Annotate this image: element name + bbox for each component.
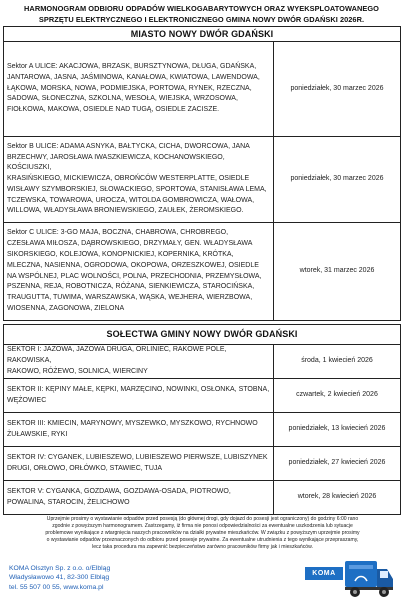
city-schedule-table — [3, 26, 401, 321]
sector-villages — [4, 413, 274, 447]
sector-villages — [4, 481, 274, 515]
villages-section-title: SOŁECTWA GMINY NOWY DWÓR GDAŃSKI — [4, 325, 401, 345]
city-section-title: MIASTO NOWY DWÓR GDAŃSKI — [4, 27, 401, 42]
streets-line: MLECZNA, NASIENNA, OGRODOWA, OKOPOWA, ORZESZKOWEJ, OSIEDLE — [7, 261, 259, 269]
pickup-date: czwartek, 2 kwiecień 2026 — [274, 379, 401, 413]
streets-line: Sektor C ULICE: 3-GO MAJA, BOCZNA, CHABROWA, CHROBREGO, — [7, 229, 229, 237]
notice-line: lecz taka procedura ma zapewnić bezpieczeństwo zarówno pracowników firmy jak i mieszkańców. — [92, 543, 313, 550]
company-info — [9, 564, 110, 592]
table-row — [4, 137, 401, 223]
streets-line: BRZECHWY, JAROSŁAWA IWASZKIEWICZA, KOCHANOWSKIEGO, KOŚCIUSZKI, — [7, 153, 225, 172]
sector-villages — [4, 447, 274, 481]
streets-line: WISŁAWY SZYMBORSKIEJ, SŁOWACKIEGO, SPORTOWA, STANISŁAWA LEMA, — [7, 185, 267, 193]
sector-villages — [4, 345, 274, 379]
notice-line: Uprzejmie prosimy o wystawianie odpadów przed posesją (do głównej drogi, gdy dojazd do posesji jest ograniczony) do godziny 6:00 rano — [46, 516, 359, 522]
villages-line: POWALINA, STAROCIN, ŻELICHOWO — [7, 498, 130, 506]
pickup-date: środa, 1 kwiecień 2026 — [274, 345, 401, 379]
streets-line: Sektor A ULICE: AKACJOWA, BRZASK, BURSZTYNOWA, DŁUGA, GDAŃSKA, — [7, 63, 257, 70]
streets-line: KRASIŃSKIEGO, MICKIEWICZA, OBROŃCÓW WESTERPLATTE, OSIEDLE — [7, 175, 250, 183]
sector-streets — [4, 42, 274, 137]
streets-line: Sektor B ULICE: ADAMA ASNYKA, BAŁTYCKA, CICHA, DWORCOWA, JANA — [7, 142, 250, 150]
streets-line: TRAUGUTTA, TUWIMA, WARSZAWSKA, WĄSKA, WEJHERA, WIERZBOWA, — [7, 294, 253, 302]
company-contact: tel. 55 507 00 55, www.koma.pl — [9, 583, 104, 591]
streets-line: JANTAROWA, JASNA, JAŚMINOWA, KANAŁOWA, KWIATOWA, LAWENDOWA, — [7, 73, 260, 81]
streets-line: CZESŁAWA MIŁOSZA, DĄBROWSKIEGO, DRZYMAŁY, GEN. WŁADYSŁAWA — [7, 240, 253, 248]
streets-line: WIOSENNA, ZAGONOWA, ZIELONA — [7, 304, 125, 312]
pickup-date: poniedziałek, 27 kwiecień 2026 — [274, 447, 401, 481]
pickup-date: poniedziałek, 30 marzec 2026 — [274, 137, 401, 223]
table-row — [4, 223, 401, 321]
villages-line: SEKTOR V: CYGANKA, GOZDAWA, GOZDAWA-OSADA, PIOTROWO, — [7, 487, 231, 495]
notice-line: zgodnie z powyższym harmonogramem. Zastrzegamy, iż firma nie ponosi odpowiedzialności za ewentualne uszkodzenia lub sytuacje — [52, 522, 353, 529]
header-line-1: HARMONOGRAM ODBIORU ODPADÓW WIELKOGABARYTOWYCH ORAZ WYEKSPLOATOWANEGO — [24, 4, 379, 13]
company-address: Władysławowo 41, 82-300 Elbląg — [9, 574, 110, 582]
streets-line: PSZENNA, REJA, ROBOTNICZA, RÓŻANA, SIENKIEWICZA, STAROCIŃSKA, — [7, 283, 255, 291]
villages-schedule-table — [3, 324, 401, 515]
table-row — [4, 379, 401, 413]
table-row — [4, 42, 401, 137]
notice-line: o wystawianie odpadów przeznaczonych do odbioru przed posesje prywatne. Za ewentualne utrudnienia z tego wynikające przepraszamy, — [46, 536, 359, 543]
collection-notice — [10, 516, 395, 551]
schedule-header — [8, 4, 395, 25]
streets-line: ŁĄKOWA, MORSKA, NOWA, PODMIEJSKA, PORTOWA, RYNEK, RZECZNA, — [7, 84, 252, 92]
sector-villages — [4, 379, 274, 413]
table-row — [4, 481, 401, 515]
streets-line: WILLOWA, WŁADYSŁAWA BRONIEWSKIEGO, ZAUŁEK, ŻEROMSKIEGO. — [7, 207, 244, 215]
garbage-truck-icon — [343, 557, 395, 599]
villages-line: RAKOWO, RÓŻEWO, SOLNICA, WIERCINY — [7, 367, 148, 375]
header-line-2: SPRZĘTU ELEKTRYCZNEGO I ELEKTRONICZNEGO GMINA NOWY DWÓR GDAŃSKI 2026R. — [38, 14, 365, 24]
footer — [0, 555, 403, 600]
pickup-date: poniedziałek, 30 marzec 2026 — [274, 42, 401, 137]
villages-line: SEKTOR III: KMIECIN, MARYNOWY, MYSZEWKO, MYSZKOWO, RYCHNOWO — [7, 419, 258, 427]
table-row — [4, 413, 401, 447]
sector-streets — [4, 137, 274, 223]
villages-line: ŻUŁAWSKIE, RYKI — [7, 430, 68, 438]
koma-logo: KOMA — [305, 567, 343, 580]
streets-line: TCZEWSKA, TOWAROWA, UROCZA, WITOLDA GOMBROWICZA, WAŁOWA, — [7, 196, 255, 204]
table-row — [4, 345, 401, 379]
notice-line: problemowe wynikające z wtargnięcia naszych pracowników na działki prywatne mieszkańców. W związku z powyższym uprzejmie prosimy — [45, 529, 360, 536]
streets-line: SADOWA, SŁONECZNA, SZKOLNA, WESOŁA, WIEJSKA, WRZOSOWA, — [7, 95, 238, 103]
sector-streets — [4, 223, 274, 321]
villages-line: DRUGI, ORŁOWO, ORŁÓWKO, STAWIEC, TUJA — [7, 464, 163, 472]
streets-line: NA WSPÓLNEJ, PLAC WOLNOŚCI, POLNA, PRZECHODNIA, PRZEMYSŁOWA, — [7, 272, 262, 280]
company-name: KOMA Olsztyn Sp. z o.o. o/Elbląg — [9, 565, 111, 572]
villages-line: WĘŻOWIEC — [7, 396, 47, 404]
villages-line: SEKTOR II: KĘPINY MAŁE, KĘPKI, MARZĘCINO, NOWINKI, OSŁONKA, STOBNA, — [7, 385, 270, 393]
streets-line: FIOŁKOWA, MAKOWA, OSIEDLE NAD TUGĄ, OSIEDLE ZACISZE. — [7, 106, 220, 114]
pickup-date: poniedziałek, 13 kwiecień 2026 — [274, 413, 401, 447]
villages-line: SEKTOR IV: CYGANEK, LUBIESZEWO, LUBIESZEWO PIERWSZE, LUBISZYNEK — [7, 453, 268, 461]
villages-line: SEKTOR I: JAZOWA, JAZOWA DRUGA, ORLINIEC, RAKOWE POLE, RAKOWISKA, — [7, 346, 227, 365]
pickup-date: wtorek, 31 marzec 2026 — [274, 223, 401, 321]
streets-line: SIKORSKIEGO, KOLEJOWA, KONOPNICKIEJ, KOPERNIKA, KRÓTKA, — [7, 250, 234, 258]
table-row — [4, 447, 401, 481]
pickup-date: wtorek, 28 kwiecień 2026 — [274, 481, 401, 515]
